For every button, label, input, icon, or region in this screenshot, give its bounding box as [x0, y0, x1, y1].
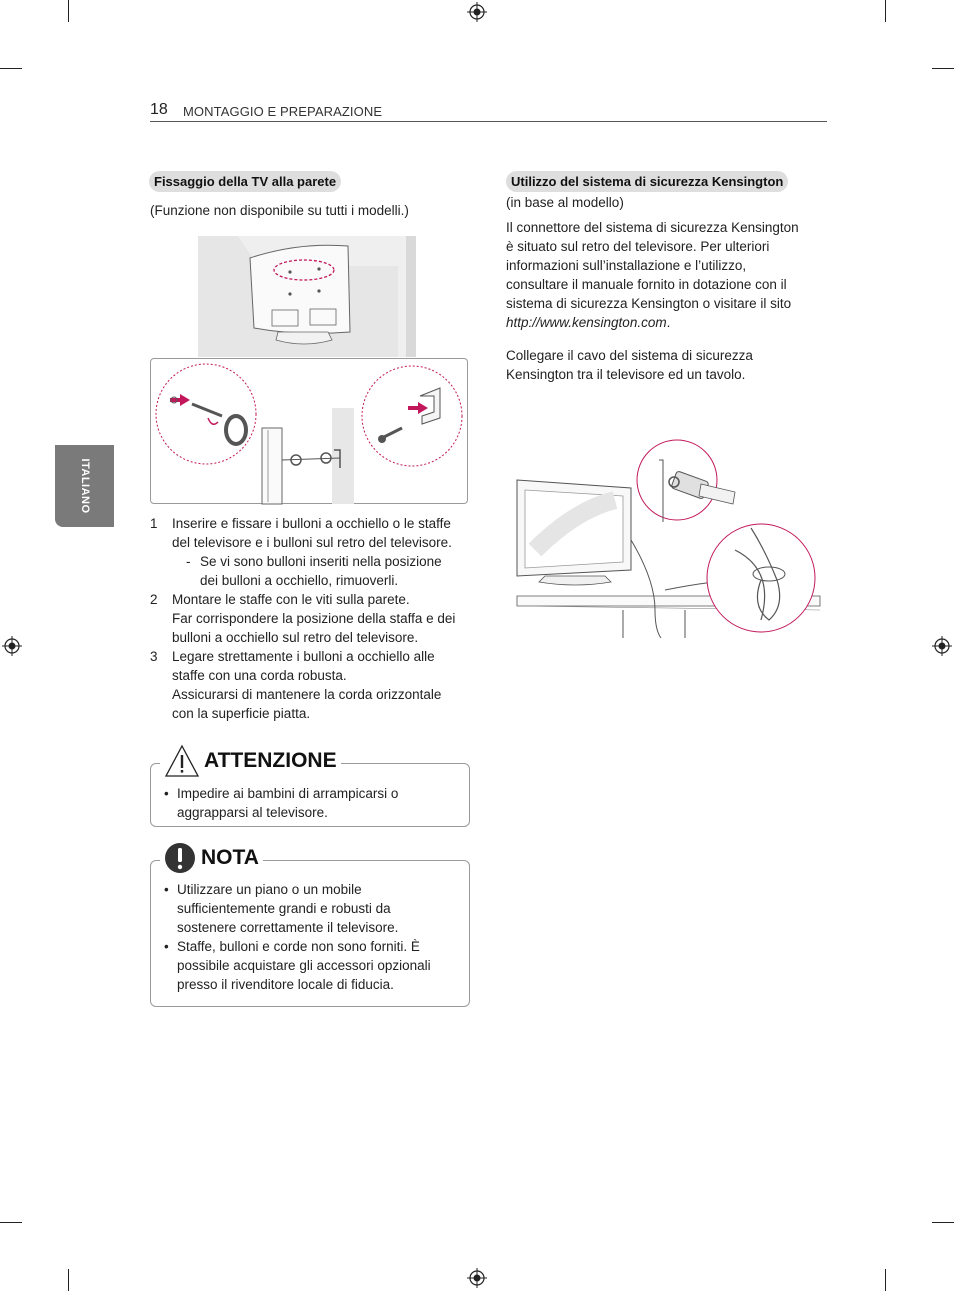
- step-subitem: [172, 552, 480, 590]
- language-tab-label: ITALIANO: [78, 458, 91, 514]
- note-title: NOTA: [201, 846, 259, 869]
- caution-line: aggrapparsi al televisore.: [177, 805, 328, 820]
- exclamation-icon: [164, 842, 196, 874]
- paragraph-line: Il connettore del sistema di sicurezza Kensington: [506, 220, 799, 235]
- crop-mark: [885, 0, 886, 22]
- header-divider: [150, 121, 827, 122]
- registration-mark-icon: [467, 2, 487, 22]
- note-line: sufficientemente grandi e robusti da: [177, 901, 391, 916]
- step-line: del televisore e i bulloni sul retro del televisore.: [172, 535, 452, 550]
- kensington-link[interactable]: http://www.kensington.com: [506, 315, 667, 330]
- step-line: staffe con una corda robusta.: [172, 668, 347, 683]
- page-number: 18: [150, 101, 168, 118]
- sentence-end: .: [666, 315, 671, 330]
- note-box: [150, 860, 470, 1007]
- note-heading: [160, 838, 263, 878]
- registration-mark-icon: [2, 636, 22, 656]
- crop-mark: [0, 68, 22, 69]
- kensington-paragraph: [506, 218, 836, 332]
- section-title: MONTAGGIO E PREPARAZIONE: [183, 104, 383, 119]
- kensington-lock-illustration: [515, 430, 820, 640]
- availability-note: (Funzione non disponibile su tutti i modelli.): [150, 203, 409, 218]
- paragraph-line: sistema di sicurezza Kensington o visitare il sito: [506, 296, 792, 311]
- note-item: [164, 937, 464, 994]
- registration-mark-icon: [467, 1268, 487, 1288]
- caution-line: • Impedire ai bambini di arrampicarsi o: [177, 786, 399, 801]
- crop-mark: [932, 1222, 954, 1223]
- step-number: 2: [150, 592, 158, 607]
- note-line: presso il rivenditore locale di fiducia.: [177, 977, 394, 992]
- note-line: sostenere correttamente il televisore.: [177, 920, 399, 935]
- tv-wall-mount-illustration: [198, 236, 416, 357]
- sub-line: dei bulloni a occhiello, rimuoverli.: [200, 573, 399, 588]
- note-line: • Utilizzare un piano o un mobile: [177, 882, 362, 897]
- crop-mark: [932, 68, 954, 69]
- step-line: Far corrispondere la posizione della staffa e dei: [172, 611, 456, 626]
- instruction-steps: [150, 514, 480, 723]
- paragraph-line: è situato sul retro del televisore. Per ulteriori: [506, 239, 770, 254]
- caution-item: [164, 784, 464, 822]
- step-line: Montare le staffe con le viti sulla parete.: [172, 592, 410, 607]
- step-number: 3: [150, 649, 158, 664]
- model-note: (in base al modello): [506, 195, 624, 210]
- caution-title: ATTENZIONE: [204, 749, 337, 772]
- note-item: [164, 880, 464, 937]
- sub-dash: -: [186, 554, 191, 569]
- section-heading-wall-mount: Fissaggio della TV alla parete: [149, 171, 341, 192]
- step-line: Legare strettamente i bulloni a occhiello alle: [172, 649, 435, 664]
- caution-heading: [160, 741, 341, 781]
- step-item: [150, 647, 480, 723]
- step-line: con la superficie piatta.: [172, 706, 311, 721]
- paragraph-line: Collegare il cavo del sistema di sicurezza: [506, 348, 753, 363]
- step-line: bulloni a occhiello sul retro del televisore.: [172, 630, 419, 645]
- note-line: • Staffe, bulloni e corde non sono forniti. È: [177, 939, 420, 954]
- section-heading-kensington: Utilizzo del sistema di sicurezza Kensington: [506, 171, 788, 192]
- step-line: Assicurarsi di mantenere la corda orizzontale: [172, 687, 442, 702]
- step-item: [150, 590, 480, 647]
- connect-cable-paragraph: [506, 346, 836, 384]
- crop-mark: [885, 1269, 886, 1291]
- registration-mark-icon: [932, 636, 952, 656]
- paragraph-line: consultare il manuale fornito in dotazione con il: [506, 277, 787, 292]
- eye-bolt-bracket-illustration: [150, 358, 468, 504]
- warning-triangle-icon: [164, 744, 200, 778]
- note-line: possibile acquistare gli accessori opzionali: [177, 958, 431, 973]
- step-number: 1: [150, 516, 158, 531]
- sub-line: Se vi sono bulloni inseriti nella posizione: [200, 554, 442, 569]
- step-item: [150, 514, 480, 590]
- paragraph-line: informazioni sull’installazione e l’utilizzo,: [506, 258, 747, 273]
- paragraph-line: Kensington tra il televisore ed un tavolo.: [506, 367, 746, 382]
- language-tab: [55, 445, 114, 527]
- step-line: Inserire e fissare i bulloni a occhiello o le staffe: [172, 516, 451, 531]
- crop-mark: [68, 0, 69, 22]
- crop-mark: [68, 1269, 69, 1291]
- crop-mark: [0, 1222, 22, 1223]
